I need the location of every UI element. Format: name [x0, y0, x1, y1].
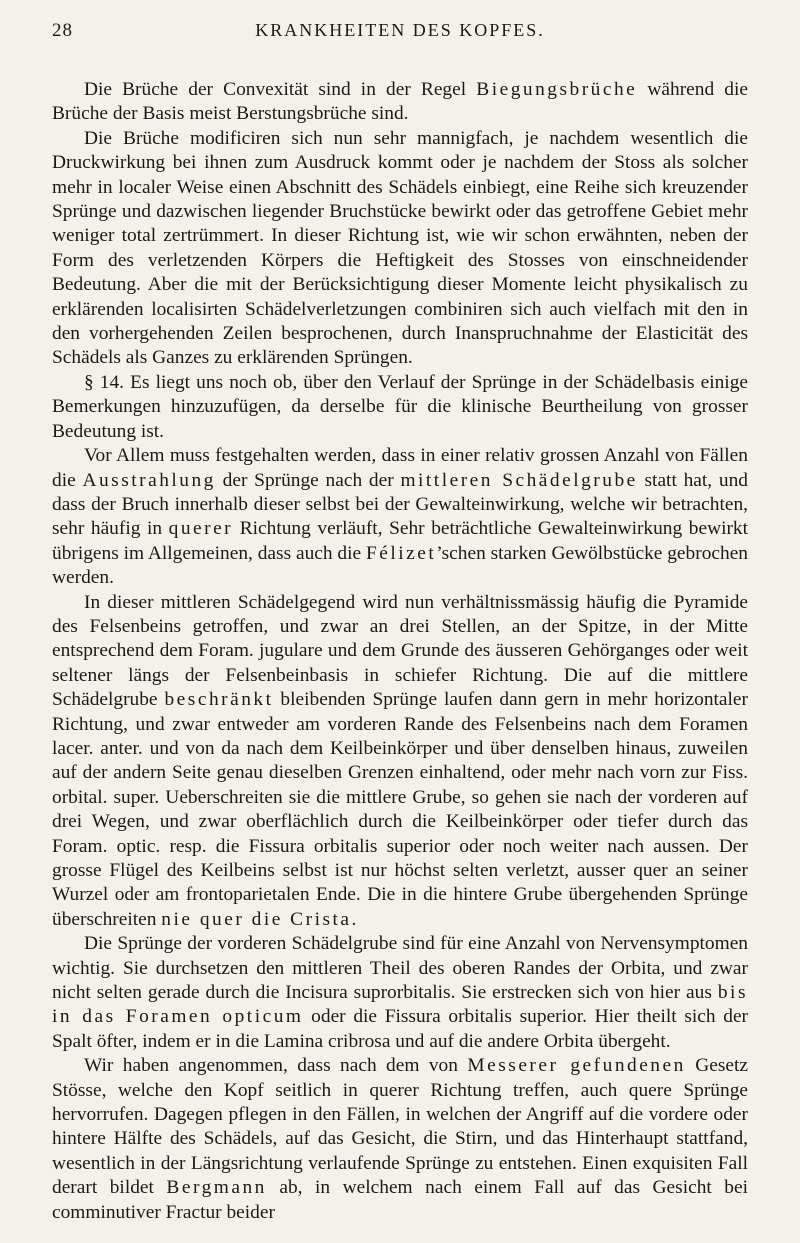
running-head: KRANKHEITEN DES KOPFES. — [255, 20, 545, 40]
text-run: Die Brüche der Convexität sind in der Regel — [84, 79, 477, 100]
paragraph — [52, 127, 748, 371]
page-number: 28 — [52, 20, 73, 41]
text-run: Die Sprünge der vorderen Schädelgrube sind für eine Anzahl von Nervensymptomen wichtig. Sie durchsetzen den mittleren Theil des oberen Randes der Orbita, und zwar nicht selten gerade durch die Incisura suprorbitalis. Sie erstrecken sich von hier aus — [52, 933, 748, 1004]
text-run: Die Brüche modificiren sich nun sehr mannigfach, je nachdem wesentlich die Druckwirkung bei ihnen zum Ausdruck kommt oder je nachdem der Stoss als solcher mehr in localer Weise einen Abschnitt des Schädels einbiegt, eine Reihe sich kreuzender Sprünge und dazwischen liegender Bruchstücke bewirkt oder das getroffene Gebiet mehr weniger total zertrümmert. In dieser Richtung ist, wie wir schon erwähnten, neben der Form des verletzenden Körpers die Heftigkeit des Stosses von einschneidender Bedeutung. Aber die mit der Berücksichtigung dieser Momente leicht physikalisch zu erklärenden localisirten Schädelverletzungen combiniren sich auch vielfach mit den in den vorhergehenden Zeilen besprochenen, durch Inanspruchnahme der Elasticität des Schädels als Ganzes zu erklärenden Sprüngen. — [52, 127, 748, 369]
page-header — [52, 20, 748, 60]
text-run: Vor Allem muss festgehalten werden, dass in einer relativ grossen Anzahl von Fällen die — [52, 445, 748, 491]
text-run: Gesetz Stösse, welche den Kopf seitlich in querer Richtung treffen, auch quere Sprünge hervorrufen. Dagegen pflegen in den Fällen, in welchen der Angriff auf die vordere oder hintere Hälfte des Schädels, auf das Gesicht, die Stirn, und das Hinterhaupt stattfand, wesentlich in der Längsrichtung verlaufende Sprünge zu entstehen. Einen exquisiten Fall derart bildet — [52, 1055, 748, 1199]
text-run: während die Brüche der Basis meist Berstungsbrüche sind. — [52, 79, 748, 125]
spaced-emphasis: nie quer die Crista. — [161, 908, 359, 930]
spaced-emphasis: Messerer gefundenen — [467, 1055, 686, 1077]
spaced-emphasis: Biegungsbrüche — [476, 79, 638, 100]
text-run: Richtung verläuft, Sehr beträchtliche Gewalteinwirkung bewirkt übrigens im Allgemeinen, dass auch die — [52, 518, 748, 564]
text-run: § 14. Es liegt uns noch ob, über den Verlauf der Sprünge in der Schädelbasis einige Bemerkungen hinzuzufügen, da derselbe für die klinische Beurtheilung von grosser Bedeutung ist. — [52, 371, 748, 442]
text-run: oder die Fissura orbitalis superior. Hier theilt sich der Spalt öfter, indem er in die Lamina cribrosa und auf die andere Orbita übergeht. — [52, 1006, 749, 1052]
paragraph — [52, 78, 748, 127]
text-run: statt hat, und dass der Bruch innerhalb dieser selbst bei der Gewalteinwirkung, welche wir betrachten, sehr häufig in — [52, 469, 748, 540]
text-run: In dieser mittleren Schädelgegend wird nun verhältnissmässig häufig die Pyramide des Felsenbeins getroffen, und zwar an drei Stellen, an der Spitze, in der Mitte entsprechend dem Foram. jugulare und dem Grunde des äusseren Gehörganges oder weit seltener längs der Felsenbeinbasis in schiefer Richtung. Die auf die mittlere Schädelgrube — [52, 591, 748, 711]
body-text — [52, 78, 748, 1225]
spaced-emphasis: Félizet — [365, 542, 437, 564]
text-run: bleibenden Sprünge laufen dann gern in mehr horizontaler Richtung, und zwar entweder am vorderen Rande des Felsenbeins nach dem Foramen lacer. anter. und von da nach dem Keilbeinkörper und über denselben hinaus, zuweilen auf der andern Seite genau dieselben Grenzen einhaltend, oder mehr nach vorn zur Fiss. orbital. super. Ueberschreiten sie die mittlere Grube, so gehen sie nach der vorderen auf drei Wegen, und zwar oberflächlich durch die Keilbeinkörper oder tiefer durch das Foram. optic. resp. die Fissura orbitalis superior oder noch weiter nach aussen. Der grosse Flügel des Keilbeins selbst ist nur höchst selten verletzt, ausser quer an seiner Wurzel oder am frontoparietalen Ende. Die in die hintere Grube übergehenden Sprünge überschreiten — [52, 689, 748, 930]
spaced-emphasis: Bergmann — [166, 1177, 267, 1199]
spaced-emphasis: Ausstrahlung — [82, 469, 216, 491]
paragraph — [52, 1054, 748, 1225]
paragraph — [52, 932, 748, 1054]
text-run: der Sprünge nach der — [215, 469, 401, 491]
spaced-emphasis: mittleren Schädelgrube — [400, 469, 638, 491]
paragraph — [52, 444, 748, 590]
text-run: ab, in welchem nach einem Fall auf das Gesicht bei comminutiver Fractur beider — [52, 1177, 748, 1223]
spaced-emphasis: bis in das Foramen opticum — [52, 982, 748, 1028]
paragraph — [52, 371, 748, 444]
spaced-emphasis: beschränkt — [164, 689, 274, 711]
text-run: ’schen starken Gewölbstücke gebrochen werden. — [52, 542, 748, 589]
spaced-emphasis: querer — [168, 518, 234, 540]
text-run: Wir haben angenommen, dass nach dem von — [84, 1055, 468, 1077]
paragraph — [52, 591, 748, 933]
